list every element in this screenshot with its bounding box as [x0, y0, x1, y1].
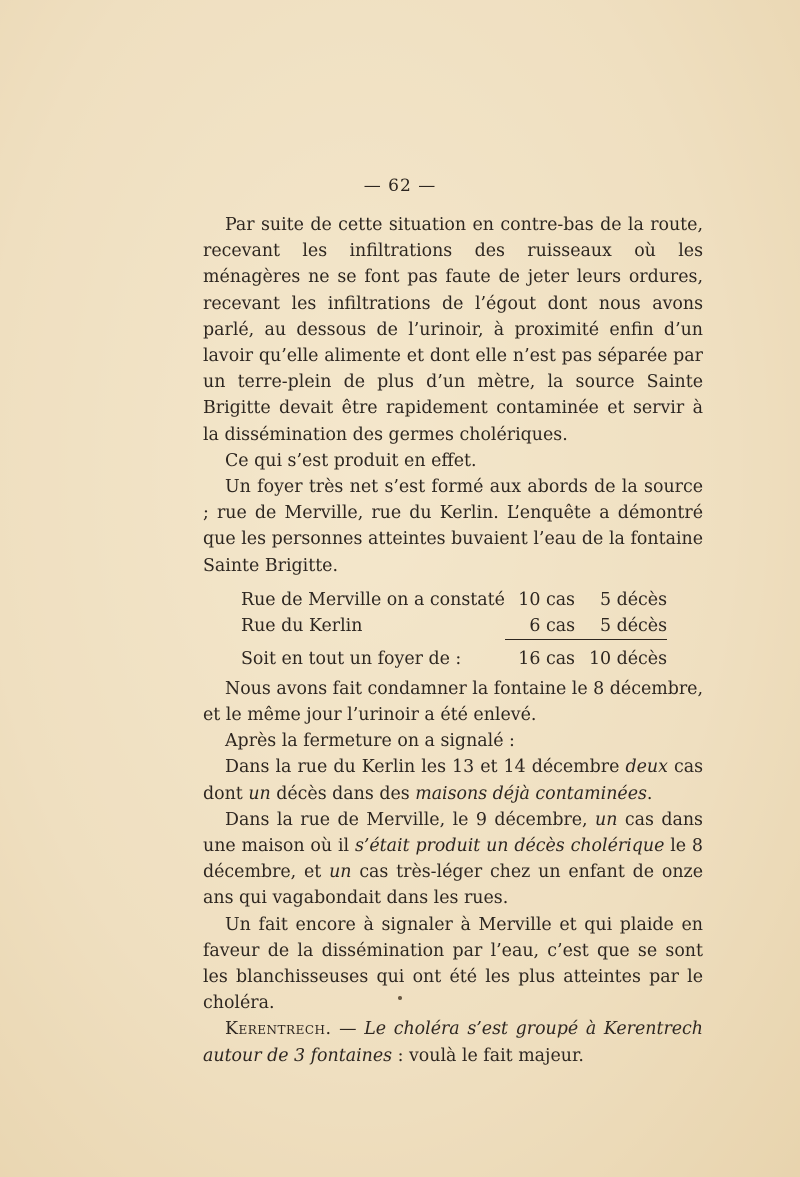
row-label: Rue du Kerlin	[241, 616, 363, 637]
text-run: cas très-léger chez un enfant de onze ans qui vagabondait dans les rues.	[203, 862, 703, 909]
italic-run: un	[329, 862, 352, 883]
row-deaths: 5 décès	[600, 589, 667, 610]
paragraph-1: Par suite de cette situation en contre-bas de la route, recevant les infiltrations des ruisseaux où les ménagères ne se font pas faute de jeter leurs ordures, recevant les infiltrations de l’égout dont nous avons parlé, au dessous de l’urinoir, à proximité enfin d’un lavoir qu’elle alimente et dont elle n’est pas séparée par un terre-plein de plus d’un mètre, la source Sainte Brigitte devait être rapidement contaminée et servir à la dissémination des germes cholériques.	[203, 215, 703, 445]
italic-run: maisons déjà contaminées	[415, 783, 647, 804]
text-run: —	[331, 1019, 365, 1040]
paragraph-8: Un fait encore à signaler à Merville et qui plaide en faveur de la dissémination par l’eau, c’est que se sont les blanchisseuses qui ont été les plus atteintes par le choléra.	[203, 914, 703, 1014]
total-label: Soit en tout un foyer de :	[241, 648, 462, 669]
paragraph-6	[203, 754, 703, 806]
text-run: cas dans une maison où il	[203, 809, 703, 857]
paragraph-2: Ce qui s’est produit en effet.	[225, 450, 477, 471]
text-run: le 8 décembre, et	[203, 836, 703, 883]
text-run: cas dont	[203, 757, 703, 804]
table-row	[241, 587, 667, 613]
paragraph-7	[203, 807, 703, 912]
table-row	[241, 613, 667, 640]
italic-run: Le choléra s’est groupé à Kerentrech autour de 3 fontaines	[203, 1019, 703, 1066]
total-cases: 16 cas	[518, 648, 575, 669]
ink-speck	[398, 996, 402, 1000]
text-run: : voulà le fait majeur.	[392, 1045, 584, 1066]
row-deaths: 5 décès	[587, 613, 667, 640]
table-total-row	[241, 639, 667, 672]
italic-run: deux	[625, 757, 668, 778]
italic-run: un	[595, 809, 618, 830]
italic-run: un	[248, 783, 271, 804]
italic-run: s’était produit un décès cholérique	[354, 836, 665, 857]
document-body	[203, 212, 703, 1069]
row-cases: 10 cas	[518, 589, 575, 610]
cases-table	[241, 587, 667, 672]
total-deaths: 10 décès	[588, 648, 667, 669]
text-run: Dans la rue de Merville, le 9 décembre,	[225, 809, 596, 830]
text-run: décès dans des	[270, 783, 416, 804]
section-name: Kerentrech.	[225, 1019, 332, 1040]
row-label: Rue de Merville on a constaté	[241, 589, 505, 610]
text-run: .	[646, 783, 653, 804]
page-number: — 62 —	[363, 176, 437, 196]
paragraph-3: Un foyer très net s’est formé aux abords de la source ; rue de Merville, rue du Kerlin. L’enquête a démontré que les personnes atteintes buvaient l’eau de la fontaine Sainte Brigitte.	[203, 477, 703, 576]
text-run: Dans la rue du Kerlin les 13 et 14 décembre	[225, 757, 626, 778]
paragraph-9	[203, 1016, 703, 1068]
row-cases: 6 cas	[505, 613, 587, 640]
paragraph-4: Nous avons fait condamner la fontaine le 8 décembre, et le même jour l’urinoir a été enlevé.	[203, 678, 703, 726]
paragraph-5: Après la fermeture on a signalé :	[225, 731, 515, 752]
